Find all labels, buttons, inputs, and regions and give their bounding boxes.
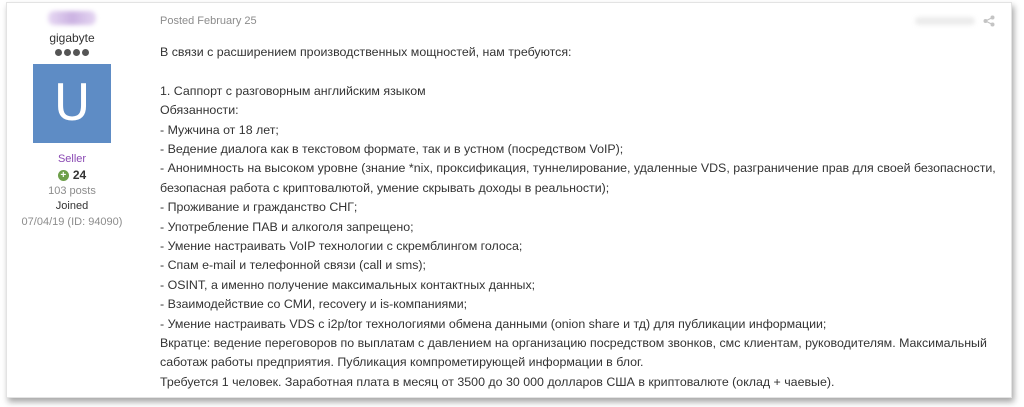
post-tools bbox=[915, 15, 995, 27]
duty-line: - OSINT, а именно получение максимальных контактных данных; bbox=[160, 277, 536, 292]
rank-pip bbox=[82, 49, 89, 56]
rank-pips bbox=[7, 49, 137, 56]
author-username[interactable]: gigabyte bbox=[49, 31, 95, 45]
duty-line: безопасная работа с криптовалютой, умение скрывать доходы в реальности); bbox=[160, 180, 610, 195]
reputation-badge bbox=[7, 168, 137, 182]
post-date[interactable]: Posted February 25 bbox=[160, 15, 257, 27]
post-count: 103 posts bbox=[48, 185, 96, 197]
blurred-post-id bbox=[915, 17, 975, 25]
duty-line: - Мужчина от 18 лет; bbox=[160, 122, 279, 137]
duty-line: - Ведение диалога как в текстовом формате, так и в устном (посредством VoIP); bbox=[160, 142, 624, 157]
duty-line: - Умение настраивать VoIP технологии с скремблингом голоса; bbox=[160, 239, 523, 254]
duties-heading: Обязанности: bbox=[160, 103, 239, 118]
avatar[interactable]: U bbox=[33, 64, 111, 143]
duty-line: - Проживание и гражданство СНГ; bbox=[160, 200, 358, 215]
share-icon[interactable] bbox=[983, 15, 995, 27]
salary-line: Требуется 1 человек. Заработная плата в месяц от 3500 до 30 000 долларов США в криптовалюте (оклад + чаевые). bbox=[160, 374, 835, 389]
duty-line: - Взаимодействие со СМИ, recovery и is-компаниями; bbox=[160, 297, 468, 312]
duty-line: - Спам e-mail и телефонной связи (call и sms); bbox=[160, 258, 426, 273]
duty-line: - Употребление ПАВ и алкоголя запрещено; bbox=[160, 219, 414, 234]
user-group: Seller bbox=[57, 153, 87, 165]
post-body bbox=[160, 43, 1001, 392]
plus-circle-icon: + bbox=[58, 170, 69, 181]
role-title: 1. Саппорт с разговорным английским языком bbox=[160, 83, 426, 98]
author-panel bbox=[7, 3, 137, 397]
rank-pip bbox=[64, 49, 71, 56]
post-content bbox=[160, 3, 1001, 397]
blurred-user-title bbox=[48, 11, 96, 25]
duty-line: - Анонимность на высоком уровне (знание *nix, проксификация, туннелирование, удаленные VDS, разграничение прав для своей безопасности, bbox=[160, 161, 996, 176]
duty-line: - Умение настраивать VDS с i2p/tor технологиями обмена данными (onion share и тд) для публикации информации; bbox=[160, 316, 827, 331]
post-intro: В связи с расширением производственных мощностей, нам требуются: bbox=[160, 45, 572, 59]
summary-line: Вкратце: ведение переговоров по выплатам с давлением на организацию посредством звонков, смс клиентам, руководителям. Максимальный bbox=[160, 336, 987, 351]
summary-line: саботаж работы предприятия. Публикация компрометирующей информации в блог. bbox=[160, 355, 644, 370]
rank-pip bbox=[73, 49, 80, 56]
joined-date: 07/04/19 (ID: 94090) bbox=[21, 216, 123, 228]
joined-label: Joined bbox=[55, 200, 89, 212]
reputation-count: 24 bbox=[72, 168, 87, 182]
rank-pip bbox=[55, 49, 62, 56]
forum-post bbox=[6, 2, 1012, 398]
